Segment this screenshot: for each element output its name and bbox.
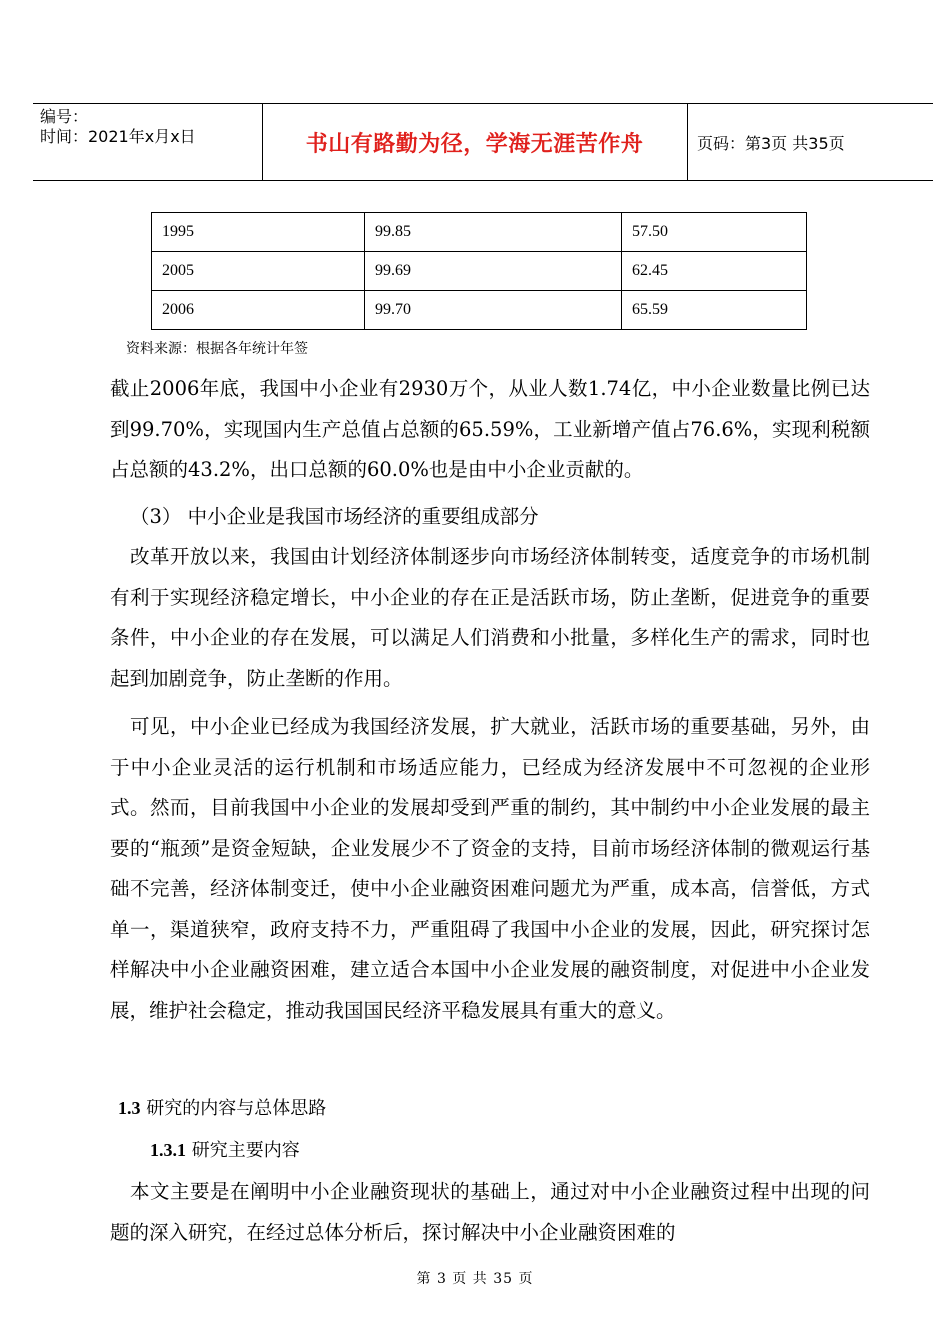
header-page-label: 页码：第3页 共35页 <box>697 134 845 153</box>
paragraph-significance: 可见，中小企业已经成为我国经济发展，扩大就业，活跃市场的重要基础，另外，由于中小企业灵活的运行机制和市场适应能力，已经成为经济发展中不可忽视的企业形式。然而，目前我国中小企业的发展却受到严重的制约，其中制约中小企业发展的最主要的“瓶颈”是资金短缺，企业发展少不了资金的支持，目前市场经济体制的微观运行基础不完善，经济体制变迁，使中小企业融资困难问题尤为严重，成本高，信誉低，方式单一，渠道狭窄，政府支持不力，严重阻碍了我国中小企业的发展，因此，研究探讨怎样解决中小企业融资困难，建立适合本国中小企业发展的融资制度，对促进中小企业发展，维护社会稳定，推动我国国民经济平稳发展具有重大的意义。 <box>110 715 870 1022</box>
paragraph-market-economy: 改革开放以来，我国由计划经济体制逐步向市场经济体制转变，适度竞争的市场机制有利于实现经济稳定增长，中小企业的存在正是活跃市场，防止垄断，促进竞争的重要条件，中小企业的存在发展，可以满足人们消费和小批量，多样化生产的需求，同时也起到加剧竞争，防止垄断的作用。 <box>110 545 870 690</box>
paragraph-statistics: 截止2006年底，我国中小企业有2930万个，从业人数1.74亿，中小企业数量比例已达到99.70%，实现国内生产总值占总额的65.59%，工业新增产值占76.6%，实现利税额占总额的43.2%，出口总额的60.0%也是由中小企业贡献的。 <box>110 377 870 481</box>
table-cell-count-share: 99.85 <box>365 213 622 252</box>
table-cell-year: 2005 <box>152 252 365 291</box>
table-cell-count-share: 99.70 <box>365 291 622 330</box>
table-cell-gdp-share: 62.45 <box>622 252 807 291</box>
paragraph-research-content: 本文主要是在阐明中小企业融资现状的基础上，通过对中小企业融资过程中出现的问题的深入研究，在经过总体分析后，探讨解决中小企业融资困难的 <box>110 1180 870 1244</box>
header-bottom-rule <box>33 180 933 181</box>
table-cell-count-share: 99.69 <box>365 252 622 291</box>
page-footer: 第 3 页 共 35 页 <box>416 1271 534 1287</box>
table-cell-year: 1995 <box>152 213 365 252</box>
header-divider-right <box>687 103 688 180</box>
table-cell-gdp-share: 65.59 <box>622 291 807 330</box>
table-source-note: 资料来源：根据各年统计年签 <box>126 341 308 357</box>
statistics-table <box>151 212 807 330</box>
subsection-heading-3: （3） 中小企业是我国市场经济的重要组成部分 <box>130 505 539 528</box>
header-time-label: 时间：2021年x月x日 <box>40 127 196 146</box>
header-motto: 书山有路勤为径，学海无涯苦作舟 <box>305 132 644 157</box>
section-heading-1-3 <box>118 1096 326 1121</box>
table-cell-year: 2006 <box>152 291 365 330</box>
section-title: 研究的内容与总体思路 <box>140 1098 327 1119</box>
header-top-rule <box>33 103 933 104</box>
table-cell-gdp-share: 57.50 <box>622 213 807 252</box>
section-title: 研究主要内容 <box>186 1140 300 1161</box>
section-number: 1.3 <box>118 1098 141 1118</box>
table-row <box>152 213 807 252</box>
table-row <box>152 291 807 330</box>
section-heading-1-3-1 <box>150 1138 300 1163</box>
section-number: 1.3.1 <box>150 1140 186 1160</box>
table-row <box>152 252 807 291</box>
header-number-label: 编号： <box>40 107 89 126</box>
